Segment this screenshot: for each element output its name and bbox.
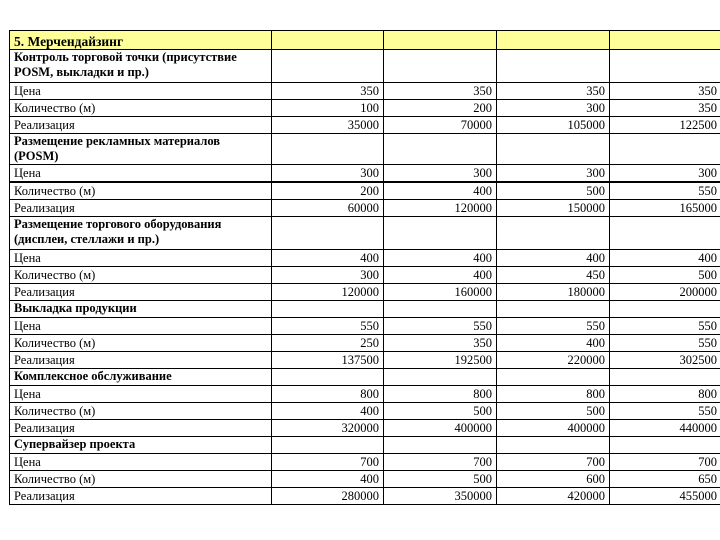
value-cell[interactable]: 400 — [384, 182, 497, 200]
value-cell[interactable]: 650 — [610, 471, 720, 488]
value-cell[interactable]: 70000 — [384, 117, 497, 134]
section-title-cell[interactable]: Выкладка продукции — [10, 301, 272, 318]
spreadsheet-body — [10, 31, 720, 505]
section-empty-cell[interactable] — [384, 50, 497, 83]
value-cell[interactable]: 800 — [610, 386, 720, 403]
metric-row-revenue — [10, 352, 720, 369]
value-cell[interactable]: 400 — [272, 250, 384, 267]
metric-label-cell[interactable]: Реализация — [10, 284, 272, 301]
value-cell[interactable]: 160000 — [384, 284, 497, 301]
value-cell[interactable]: 700 — [497, 454, 610, 471]
metric-label-cell[interactable]: Количество (м) — [10, 403, 272, 420]
value-cell[interactable]: 400 — [497, 335, 610, 352]
value-cell[interactable]: 137500 — [272, 352, 384, 369]
title-cell[interactable]: 5. Мерчендайзинг — [10, 31, 272, 50]
value-cell[interactable]: 700 — [384, 454, 497, 471]
value-cell[interactable]: 250 — [272, 335, 384, 352]
value-cell[interactable]: 400 — [610, 250, 720, 267]
metric-label-cell[interactable]: Цена — [10, 454, 272, 471]
section-empty-cell[interactable] — [610, 50, 720, 83]
value-cell[interactable]: 400 — [497, 250, 610, 267]
value-cell[interactable]: 320000 — [272, 420, 384, 437]
section-empty-cell[interactable] — [497, 134, 610, 165]
value-cell[interactable]: 200000 — [610, 284, 720, 301]
value-cell[interactable]: 350 — [610, 100, 720, 117]
metric-label-cell[interactable]: Количество (м) — [10, 267, 272, 284]
value-cell[interactable]: 550 — [610, 318, 720, 335]
value-cell[interactable]: 350000 — [384, 488, 497, 505]
section-empty-cell[interactable] — [610, 217, 720, 250]
value-cell[interactable]: 420000 — [497, 488, 610, 505]
metric-label-cell[interactable]: Реализация — [10, 488, 272, 505]
section-empty-cell[interactable] — [384, 369, 497, 386]
metric-label-cell[interactable]: Цена — [10, 318, 272, 335]
section-empty-cell[interactable] — [497, 369, 610, 386]
metric-row-price — [10, 386, 720, 403]
section-empty-cell[interactable] — [384, 217, 497, 250]
value-cell[interactable]: 350 — [610, 83, 720, 100]
section-empty-cell[interactable] — [384, 437, 497, 454]
value-cell[interactable]: 440000 — [610, 420, 720, 437]
section-empty-cell[interactable] — [610, 369, 720, 386]
metric-row-quantity — [10, 335, 720, 352]
section-empty-cell[interactable] — [610, 301, 720, 318]
section-empty-cell[interactable] — [384, 134, 497, 165]
value-cell[interactable]: 550 — [610, 182, 720, 200]
section-empty-cell[interactable] — [610, 134, 720, 165]
value-cell[interactable]: 800 — [272, 386, 384, 403]
metric-row-quantity — [10, 182, 720, 200]
value-cell[interactable]: 300 — [272, 165, 384, 183]
value-cell[interactable]: 700 — [610, 454, 720, 471]
metric-row-price — [10, 250, 720, 267]
section-empty-cell[interactable] — [272, 301, 384, 318]
metric-label-cell[interactable]: Реализация — [10, 352, 272, 369]
value-cell[interactable]: 400 — [272, 471, 384, 488]
value-cell[interactable]: 300 — [497, 165, 610, 183]
metric-row-revenue — [10, 117, 720, 134]
metric-label-cell[interactable]: Количество (м) — [10, 182, 272, 200]
title-empty-cell[interactable] — [497, 31, 610, 50]
metric-label-cell[interactable]: Реализация — [10, 420, 272, 437]
value-cell[interactable]: 500 — [384, 471, 497, 488]
value-cell[interactable]: 165000 — [610, 200, 720, 217]
metric-label-cell[interactable]: Цена — [10, 83, 272, 100]
title-row — [10, 31, 720, 50]
value-cell[interactable]: 300 — [384, 165, 497, 183]
value-cell[interactable]: 105000 — [497, 117, 610, 134]
section-title-cell[interactable]: Контроль торговой точки (присутствие POSM, выкладки и пр.) — [10, 50, 272, 83]
metric-row-revenue — [10, 284, 720, 301]
metric-row-price — [10, 165, 720, 183]
metric-row-price — [10, 454, 720, 471]
value-cell[interactable]: 350 — [384, 335, 497, 352]
value-cell[interactable]: 122500 — [610, 117, 720, 134]
metric-label-cell[interactable]: Количество (м) — [10, 471, 272, 488]
section-header-row — [10, 301, 720, 318]
section-empty-cell[interactable] — [272, 369, 384, 386]
metric-label-cell[interactable]: Цена — [10, 386, 272, 403]
metric-row-price — [10, 318, 720, 335]
section-empty-cell[interactable] — [272, 50, 384, 83]
section-empty-cell[interactable] — [497, 50, 610, 83]
section-empty-cell[interactable] — [497, 437, 610, 454]
value-cell[interactable]: 220000 — [497, 352, 610, 369]
value-cell[interactable]: 800 — [497, 386, 610, 403]
value-cell[interactable]: 300 — [610, 165, 720, 183]
title-empty-cell[interactable] — [384, 31, 497, 50]
value-cell[interactable]: 300 — [497, 100, 610, 117]
metric-row-revenue — [10, 488, 720, 505]
metric-row-quantity — [10, 471, 720, 488]
section-empty-cell[interactable] — [272, 217, 384, 250]
value-cell[interactable]: 180000 — [497, 284, 610, 301]
value-cell[interactable]: 450 — [497, 267, 610, 284]
value-cell[interactable]: 150000 — [497, 200, 610, 217]
value-cell[interactable]: 400 — [384, 267, 497, 284]
section-empty-cell[interactable] — [610, 437, 720, 454]
title-empty-cell[interactable] — [272, 31, 384, 50]
value-cell[interactable]: 120000 — [384, 200, 497, 217]
value-cell[interactable]: 455000 — [610, 488, 720, 505]
value-cell[interactable]: 400 — [384, 250, 497, 267]
value-cell[interactable]: 550 — [610, 335, 720, 352]
metric-label-cell[interactable]: Реализация — [10, 117, 272, 134]
value-cell[interactable]: 350 — [497, 83, 610, 100]
value-cell[interactable]: 550 — [272, 318, 384, 335]
metric-row-quantity — [10, 100, 720, 117]
metric-label-cell[interactable]: Количество (м) — [10, 335, 272, 352]
section-empty-cell[interactable] — [497, 301, 610, 318]
value-cell[interactable]: 35000 — [272, 117, 384, 134]
value-cell[interactable]: 400 — [272, 403, 384, 420]
value-cell[interactable]: 200 — [272, 182, 384, 200]
metric-row-quantity — [10, 403, 720, 420]
spreadsheet-table — [9, 30, 720, 505]
value-cell[interactable]: 192500 — [384, 352, 497, 369]
section-title-cell[interactable]: Размещение рекламных материалов (POSM) — [10, 134, 272, 165]
value-cell[interactable]: 400000 — [497, 420, 610, 437]
value-cell[interactable]: 500 — [497, 182, 610, 200]
value-cell[interactable]: 60000 — [272, 200, 384, 217]
metric-label-cell[interactable]: Реализация — [10, 200, 272, 217]
metric-label-cell[interactable]: Цена — [10, 165, 272, 183]
value-cell[interactable]: 500 — [610, 267, 720, 284]
value-cell[interactable]: 500 — [497, 403, 610, 420]
value-cell[interactable]: 400000 — [384, 420, 497, 437]
value-cell[interactable]: 280000 — [272, 488, 384, 505]
section-title-cell[interactable]: Комплексное обслуживание — [10, 369, 272, 386]
section-empty-cell[interactable] — [497, 217, 610, 250]
metric-label-cell[interactable]: Цена — [10, 250, 272, 267]
section-header-row — [10, 50, 720, 83]
section-empty-cell[interactable] — [272, 134, 384, 165]
section-title-cell[interactable]: Супервайзер проекта — [10, 437, 272, 454]
title-empty-cell[interactable] — [610, 31, 720, 50]
metric-label-cell[interactable]: Количество (м) — [10, 100, 272, 117]
section-title-cell[interactable]: Размещение торгового оборудования (дисплеи, стеллажи и пр.) — [10, 217, 272, 250]
value-cell[interactable]: 550 — [497, 318, 610, 335]
metric-row-quantity — [10, 267, 720, 284]
section-header-row — [10, 134, 720, 165]
value-cell[interactable]: 600 — [497, 471, 610, 488]
value-cell[interactable]: 500 — [384, 403, 497, 420]
value-cell[interactable]: 700 — [272, 454, 384, 471]
value-cell[interactable]: 550 — [384, 318, 497, 335]
metric-row-price — [10, 83, 720, 100]
value-cell[interactable]: 300 — [272, 267, 384, 284]
value-cell[interactable]: 800 — [384, 386, 497, 403]
section-header-row — [10, 369, 720, 386]
value-cell[interactable]: 100 — [272, 100, 384, 117]
value-cell[interactable]: 302500 — [610, 352, 720, 369]
value-cell[interactable]: 120000 — [272, 284, 384, 301]
value-cell[interactable]: 350 — [272, 83, 384, 100]
value-cell[interactable]: 200 — [384, 100, 497, 117]
value-cell[interactable]: 550 — [610, 403, 720, 420]
section-header-row — [10, 437, 720, 454]
section-empty-cell[interactable] — [272, 437, 384, 454]
section-empty-cell[interactable] — [384, 301, 497, 318]
section-header-row — [10, 217, 720, 250]
value-cell[interactable]: 350 — [384, 83, 497, 100]
metric-row-revenue — [10, 200, 720, 217]
metric-row-revenue — [10, 420, 720, 437]
